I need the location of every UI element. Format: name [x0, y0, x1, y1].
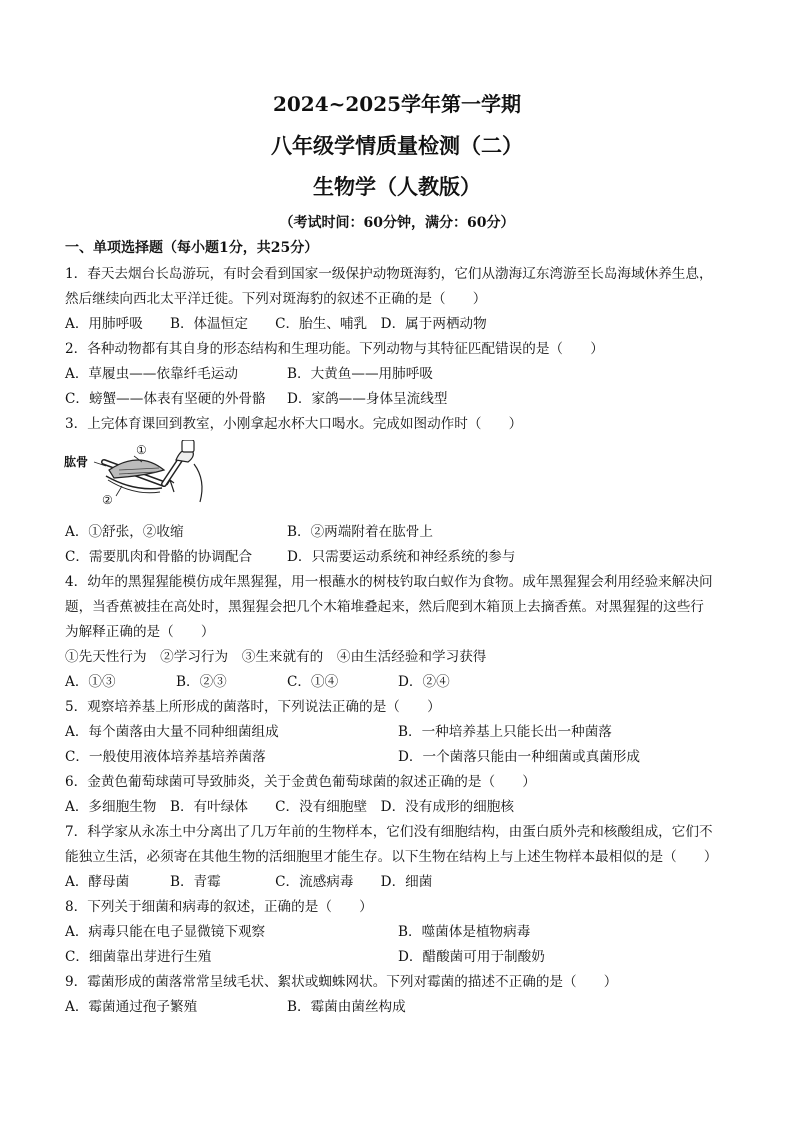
q3-option-b: B．②两端附着在肱骨上 — [287, 524, 433, 540]
arm-muscle-figure — [64, 440, 214, 510]
q6-options: A．多细胞生物 B．有叶绿体 C．没有细胞壁 D．没有成形的细胞核 — [65, 799, 514, 815]
q9-stem: 9．霉菌形成的菌落常常呈绒毛状、絮状或蜘蛛网状。下列对霉菌的描述不正确的是（ ） — [65, 974, 618, 990]
q2-option-d: D．家鸽——身体呈流线型 — [287, 391, 448, 407]
q8-option-b: B．噬菌体是植物病毒 — [398, 924, 531, 940]
q7-stem-line2: 能独立生活，必须寄在其他生物的活细胞里才能生存。以下生物在结构上与上述生物样本最相似的是（ ） — [65, 849, 718, 865]
q8-option-d: D．醋酸菌可用于制酸奶 — [398, 949, 545, 965]
q3-option-a: A．①舒张，②收缩 — [65, 524, 184, 540]
muscle-1-marker: ① — [136, 443, 147, 457]
q4-stem-line1: 4．幼年的黑猩猩能模仿成年黑猩猩，用一根蘸水的树枝钓取白蚁作为食物。成年黑猩猩会利用经验来解决问 — [65, 574, 713, 590]
humerus-label: 肱骨 — [64, 455, 89, 469]
q9-option-a: A．霉菌通过孢子繁殖 — [65, 999, 198, 1015]
q2-option-a: A．草履虫——依靠纤毛运动 — [65, 366, 238, 382]
q3-option-c: C．需要肌肉和骨骼的协调配合 — [65, 549, 253, 565]
q8-option-a: A．病毒只能在电子显微镜下观察 — [65, 924, 266, 940]
muscle-2-marker: ② — [102, 493, 113, 507]
q4-option-a: A．①③ — [65, 674, 116, 690]
q2-option-b: B．大黄鱼——用肺呼吸 — [287, 366, 433, 382]
q5-stem: 5．观察培养基上所形成的菌落时，下列说法正确的是（ ） — [65, 699, 441, 715]
q9-option-b: B．霉菌由菌丝构成 — [287, 999, 406, 1015]
q4-stem-line3: 为解释正确的是（ ） — [65, 624, 215, 640]
q8-option-c: C．细菌靠出芽进行生殖 — [65, 949, 212, 965]
q4-stem-line2: 题，当香蕉被挂在高处时，黑猩猩会把几个木箱堆叠起来，然后爬到木箱顶上去摘香蕉。对黑猩猩的这些行 — [65, 599, 704, 615]
q3-stem: 3．上完体育课回到教室，小刚拿起水杯大口喝水。完成如图动作时（ ） — [65, 416, 523, 432]
q7-options: A．酵母菌 B．青霉 C．流感病毒 D．细菌 — [65, 874, 433, 890]
q4-option-c: C．①④ — [287, 674, 339, 690]
q2-option-c: C．螃蟹——体表有坚硬的外骨骼 — [65, 391, 266, 407]
q8-stem: 8．下列关于细菌和病毒的叙述，正确的是（ ） — [65, 899, 373, 915]
q5-option-d: D．一个菌落只能由一种细菌或真菌形成 — [398, 749, 640, 765]
q1-options: A．用肺呼吸 B．体温恒定 C．胎生、哺乳 D．属于两栖动物 — [65, 316, 487, 332]
q5-option-b: B．一种培养基上只能长出一种菌落 — [398, 724, 612, 740]
subject-title: 生物学（人教版） — [313, 174, 481, 199]
school-year-title: 2024~2025学年第一学期 — [272, 92, 522, 116]
q1-stem-line1: 1．春天去烟台长岛游玩，有时会看到国家一级保护动物斑海豹，它们从渤海辽东湾游至长岛海域休养生息， — [65, 266, 713, 282]
q6-stem: 6．金黄色葡萄球菌可导致肺炎，关于金黄色葡萄球菌的叙述正确的是（ ） — [65, 774, 536, 790]
q1-stem-line2: 然后继续向西北太平洋迁徙。下列对斑海豹的叙述不正确的是（ ） — [65, 291, 487, 307]
section-heading: 一、单项选择题（每小题1分，共25分） — [65, 240, 319, 256]
q4-option-b: B．②③ — [176, 674, 227, 690]
exam-info: （考试时间：60分钟，满分：60分） — [279, 215, 515, 231]
q3-option-d: D．只需要运动系统和神经系统的参与 — [287, 549, 516, 565]
q4-option-d: D．②④ — [398, 674, 450, 690]
q2-stem: 2．各种动物都有其自身的形态结构和生理功能。下列动物与其特征匹配错误的是（ ） — [65, 341, 604, 357]
q5-option-a: A．每个菌落由大量不同种细菌组成 — [65, 724, 279, 740]
q5-option-c: C．一般使用液体培养基培养菌落 — [65, 749, 266, 765]
exam-title: 八年级学情质量检测（二） — [271, 133, 523, 158]
q4-statements: ①先天性行为 ②学习行为 ③生来就有的 ④由生活经验和学习获得 — [65, 649, 487, 665]
q7-stem-line1: 7．科学家从永冻土中分离出了几万年前的生物样本，它们没有细胞结构，由蛋白质外壳和核酸组成，它们不 — [65, 824, 713, 840]
